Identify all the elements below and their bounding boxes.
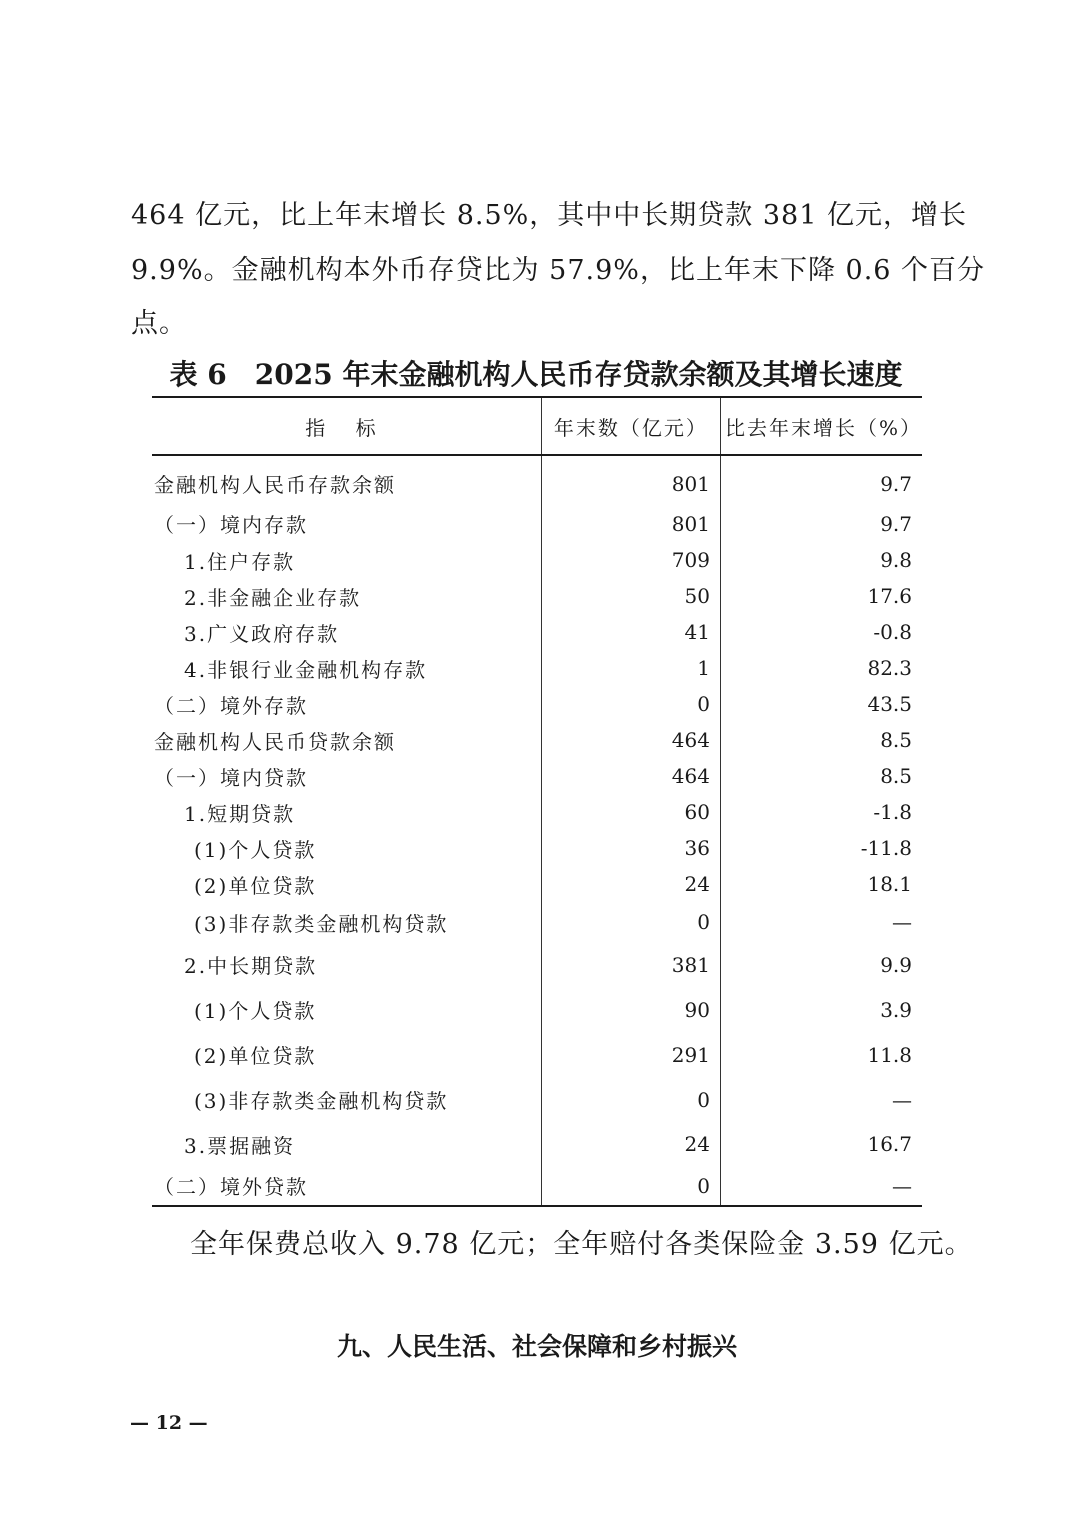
row-value: 0 [541, 686, 720, 722]
row-value: 36 [541, 830, 720, 866]
table-row [152, 830, 922, 866]
row-value: 0 [541, 1166, 720, 1206]
row-name: 3.票据融资 [152, 1122, 541, 1166]
row-name: （一）境内贷款 [152, 758, 541, 794]
row-growth: 17.6 [867, 584, 912, 608]
row-growth: 8.5 [880, 728, 912, 752]
row-value: 801 [541, 505, 720, 542]
table-row [152, 794, 922, 830]
row-value: 464 [541, 758, 720, 794]
header-indicator: 指 标 [152, 397, 541, 455]
row-name: 1.住户存款 [152, 542, 541, 578]
table-row [152, 758, 922, 794]
row-name: (1)个人贷款 [152, 830, 541, 866]
row-growth: 8.5 [880, 764, 912, 788]
paragraph-line-3: 点。 [131, 308, 187, 339]
row-growth: — [892, 910, 912, 934]
row-value: 41 [541, 614, 720, 650]
header-year-end: 年末数（亿元） [541, 397, 720, 455]
row-value: 0 [541, 1077, 720, 1122]
row-name: (2)单位贷款 [152, 1032, 541, 1077]
row-name: (2)单位贷款 [152, 866, 541, 902]
row-growth: — [892, 1173, 912, 1198]
row-name: 4.非银行业金融机构存款 [152, 650, 541, 686]
row-growth: -0.8 [873, 620, 912, 644]
row-name: 金融机构人民币存款余额 [152, 455, 541, 505]
insurance-paragraph: 全年保费总收入 9.78 亿元；全年赔付各类保险金 3.59 亿元。 [190, 1229, 973, 1260]
table-row [152, 686, 922, 722]
row-growth: 11.8 [867, 1042, 912, 1067]
row-name: (3)非存款类金融机构贷款 [152, 902, 541, 942]
row-value: 90 [541, 987, 720, 1032]
row-name: 2.非金融企业存款 [152, 578, 541, 614]
paragraph-line-1: 464 亿元，比上年末增长 8.5%，其中中长期贷款 381 亿元，增长 [131, 200, 967, 231]
deposit-loan-table [152, 396, 922, 1207]
row-value: 0 [541, 902, 720, 942]
row-growth: 82.3 [867, 656, 912, 680]
row-name: （二）境外贷款 [152, 1166, 541, 1206]
table-row [152, 1166, 922, 1206]
row-growth: 16.7 [867, 1132, 912, 1156]
table-row [152, 542, 922, 578]
row-name: 金融机构人民币贷款余额 [152, 722, 541, 758]
table-title: 表 6 2025 年末金融机构人民币存贷款余额及其增长速度 [169, 358, 903, 391]
table-row [152, 505, 922, 542]
row-name: （一）境内存款 [152, 505, 541, 542]
row-value: 60 [541, 794, 720, 830]
row-name: (1)个人贷款 [152, 987, 541, 1032]
row-growth: 18.1 [867, 872, 912, 896]
row-value: 381 [541, 942, 720, 987]
row-value: 291 [541, 1032, 720, 1077]
table-row [152, 650, 922, 686]
row-name: （二）境外存款 [152, 686, 541, 722]
row-growth: -1.8 [873, 800, 912, 824]
row-growth: 9.9 [880, 952, 912, 977]
row-growth: 9.8 [880, 548, 912, 572]
row-name: 2.中长期贷款 [152, 942, 541, 987]
table-row [152, 614, 922, 650]
row-value: 24 [541, 866, 720, 902]
page-number: — 12 — [130, 1412, 208, 1434]
table-row [152, 987, 922, 1032]
row-name: 3.广义政府存款 [152, 614, 541, 650]
row-growth: 43.5 [867, 692, 912, 716]
row-value: 464 [541, 722, 720, 758]
row-value: 1 [541, 650, 720, 686]
table-row [152, 1032, 922, 1077]
table-row [152, 455, 922, 505]
row-growth: 9.7 [880, 471, 912, 496]
table-row [152, 902, 922, 942]
table-row [152, 866, 922, 902]
paragraph-line-2: 9.9%。金融机构本外币存贷比为 57.9%，比上年末下降 0.6 个百分 [131, 255, 986, 286]
table-row [152, 1122, 922, 1166]
row-value: 709 [541, 542, 720, 578]
row-value: 50 [541, 578, 720, 614]
table-row [152, 1077, 922, 1122]
row-growth: — [892, 1087, 912, 1112]
table-row [152, 578, 922, 614]
row-value: 24 [541, 1122, 720, 1166]
row-name: 1.短期贷款 [152, 794, 541, 830]
table-row [152, 722, 922, 758]
row-growth: -11.8 [860, 836, 912, 860]
row-growth: 9.7 [880, 511, 912, 536]
table-header-row [152, 397, 922, 455]
section-heading: 九、人民生活、社会保障和乡村振兴 [336, 1332, 737, 1361]
row-growth: 3.9 [880, 997, 912, 1022]
row-name: (3)非存款类金融机构贷款 [152, 1077, 541, 1122]
row-value: 801 [541, 455, 720, 505]
header-growth: 比去年末增长（%） [720, 397, 922, 455]
table-row [152, 942, 922, 987]
